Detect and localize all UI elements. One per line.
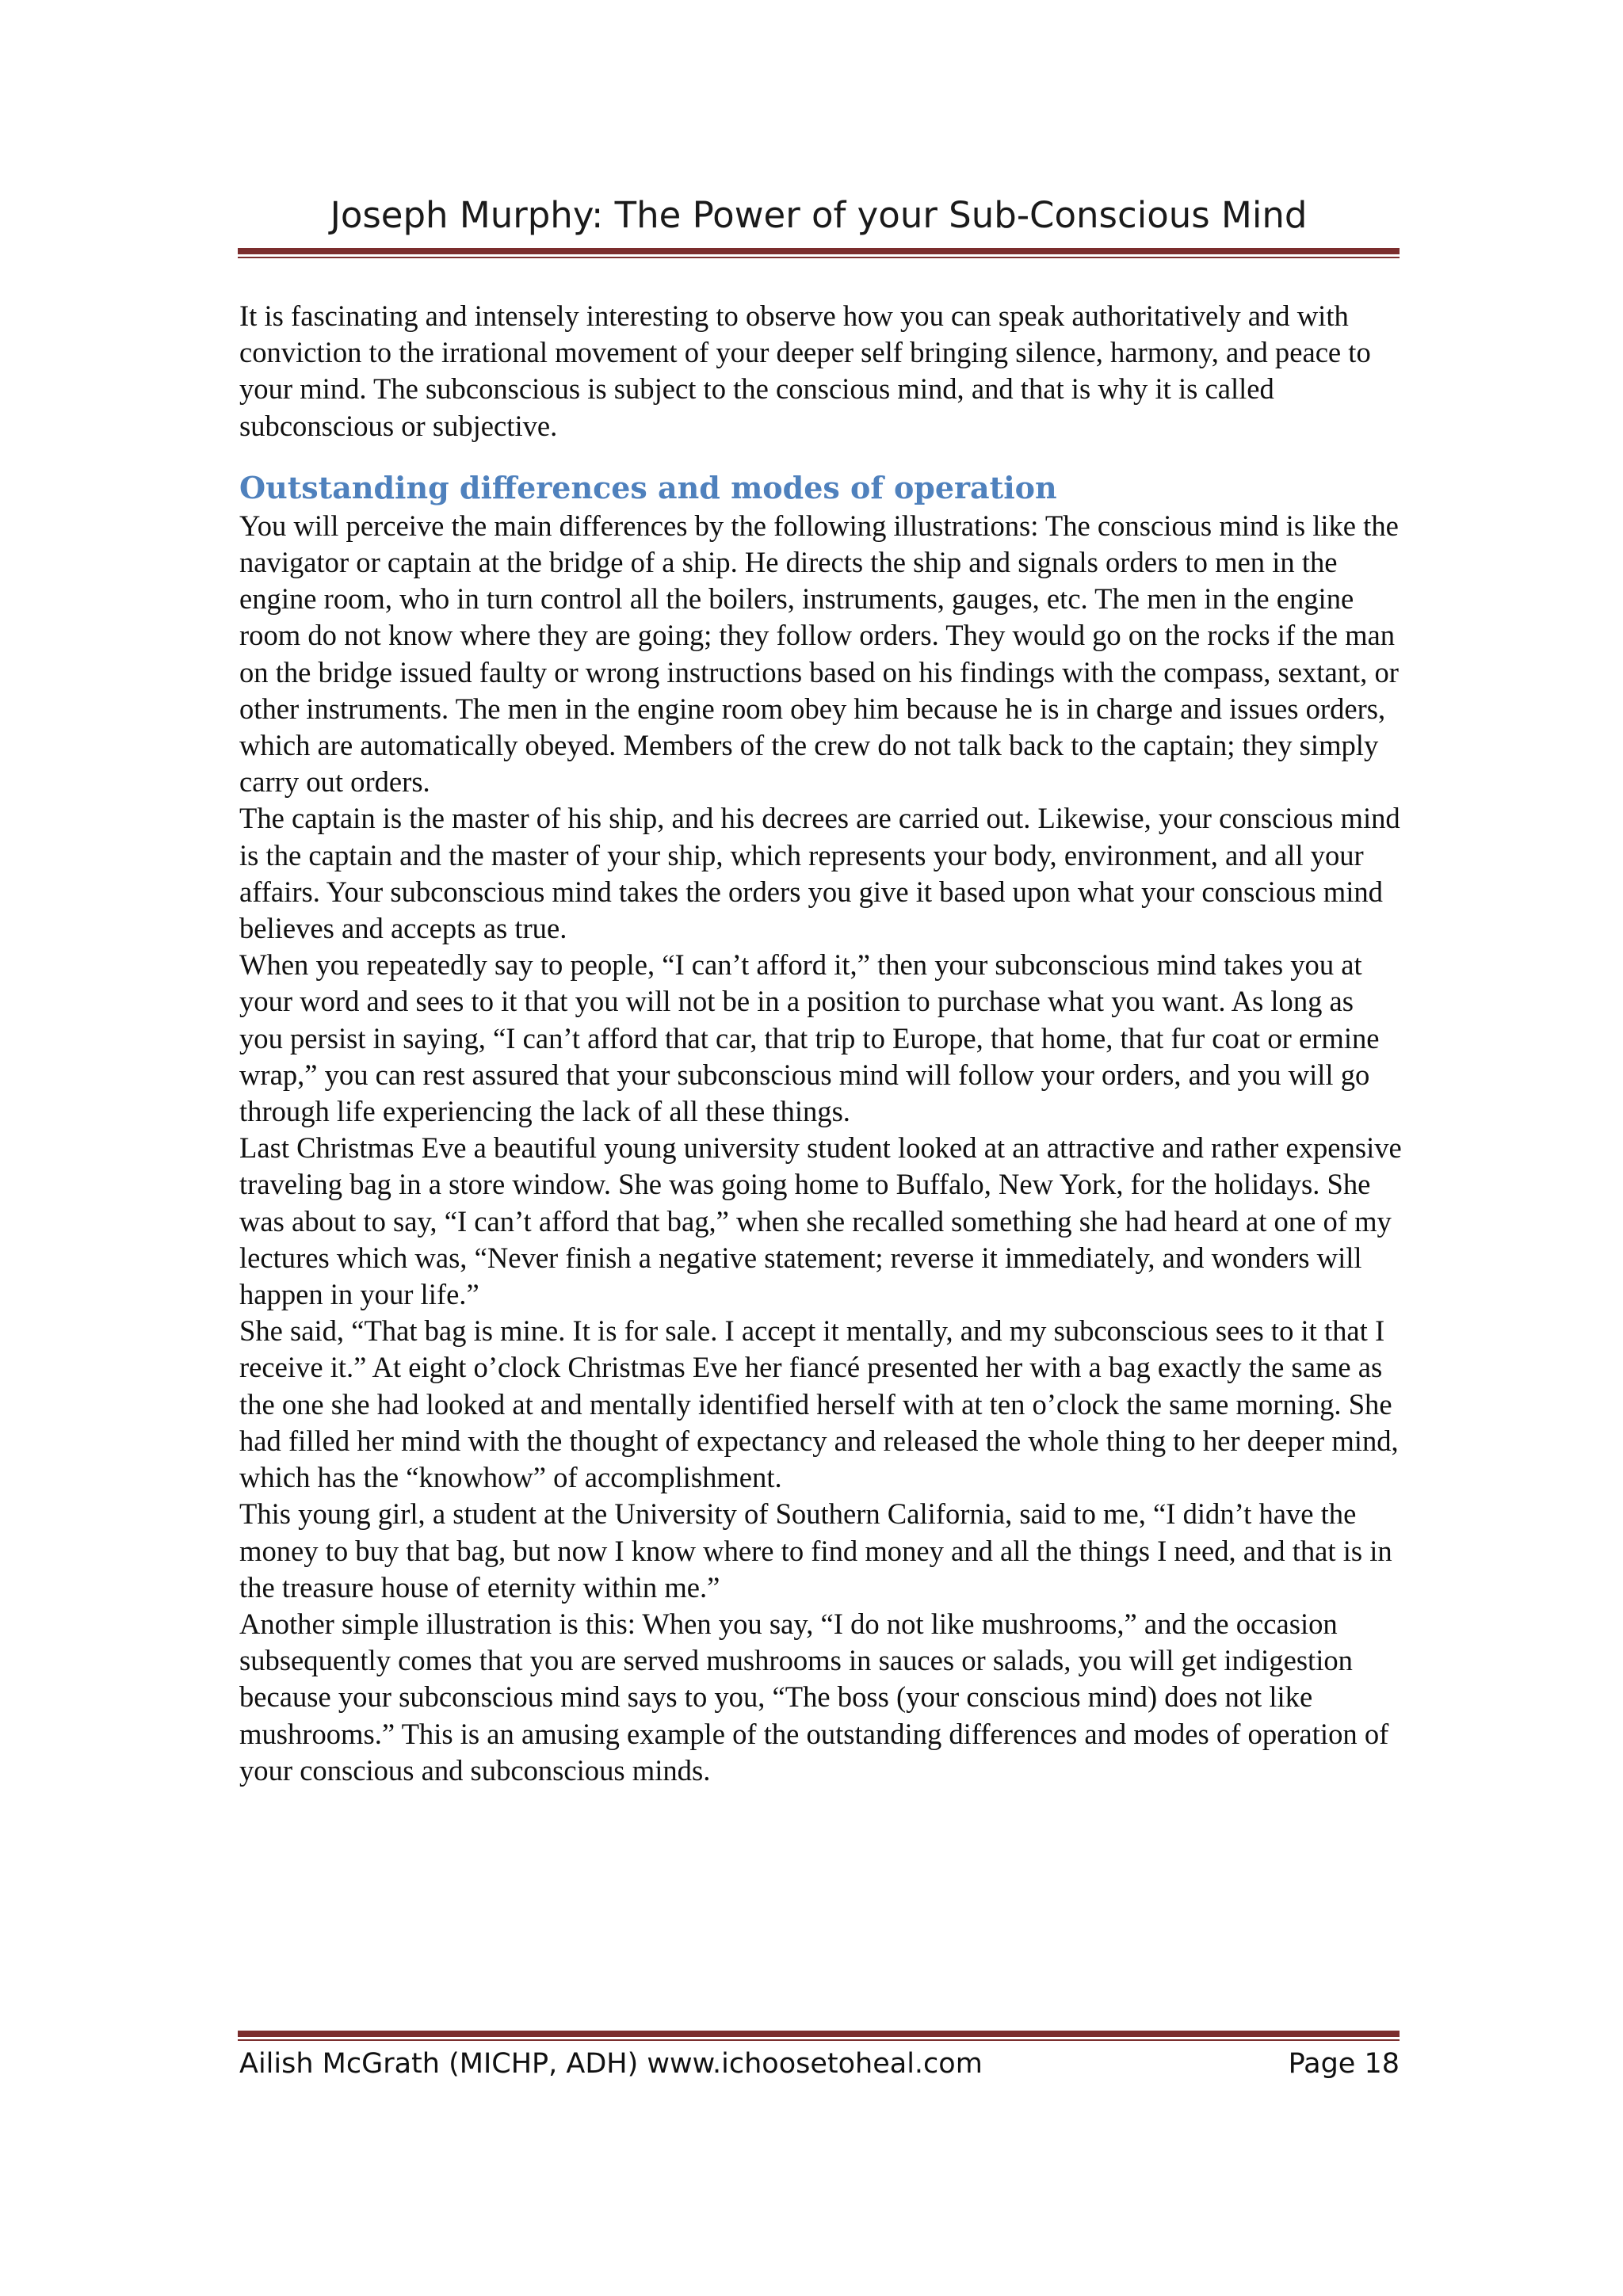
page-body: [239, 298, 1404, 1789]
body-paragraph: When you repeatedly say to people, “I can’t afford it,” then your subconscious mind takes you at your word and sees to it that you will not be in a position to purchase what you want. As long as you persist in saying, “I can’t afford that car, that trip to Europe, that home, that fur coat or ermine wrap,” you can rest assured that your subconscious mind will follow your orders, and you will go through life experiencing the lack of all these things.: [239, 948, 1380, 1128]
body-paragraph: Last Christmas Eve a beautiful young university student looked at an attractive and rather expensive traveling bag in a store window. She was going home to Buffalo, New York, for the holidays. She was about to say, “I can’t afford that bag,” when she recalled something she had heard at one of my lectures which was, “Never finish a negative statement; reverse it immediately, and wonders will happen in your life.”: [239, 1131, 1402, 1311]
footer-rule-thick: [238, 2031, 1400, 2037]
page-number: Page 18: [1288, 2048, 1400, 2080]
body-paragraph: This young girl, a student at the University of Southern California, said to me, “I didn’t have the money to buy that bag, but now I know where to find money and all the things I need, and that is in the treasure house of eternity within me.”: [239, 1497, 1392, 1604]
footer-rule: [238, 2031, 1400, 2041]
running-header: Joseph Murphy: The Power of your Sub-Conscious Mind: [330, 194, 1308, 236]
header-rule-thin: [238, 257, 1400, 258]
body-paragraph: You will perceive the main differences by the following illustrations: The conscious mind is like the navigator or captain at the bridge of a ship. He directs the ship and signals orders to men in the engine room, who in turn control all the boilers, instruments, gauges, etc. The men in the engine room do not know where they are going; they follow orders. They would go on the rocks if the man on the bridge issued faulty or wrong instructions based on his findings with the compass, sextant, or other instruments. The men in the engine room obey him because he is in charge and issues orders, which are automatically obeyed. Members of the crew do not talk back to the captain; they simply carry out orders.: [239, 509, 1399, 799]
footer-author: Ailish McGrath (MICHP, ADH) www.ichoosetoheal.com: [239, 2048, 983, 2080]
body-paragraph: Another simple illustration is this: When you say, “I do not like mushrooms,” and the occasion subsequently comes that you are served mushrooms in sauces or salads, you will get indigestion because your subconscious mind says to you, “The boss (your conscious mind) does not like mushrooms.” This is an amusing example of the outstanding differences and modes of operation of your conscious and subconscious minds.: [239, 1607, 1389, 1787]
section-heading: Outstanding differences and modes of operation: [239, 469, 1057, 505]
intro-paragraph: It is fascinating and intensely interesting to observe how you can speak authoritatively and with conviction to the irrational movement of your deeper self bringing silence, harmony, and peace to your mind. The subconscious is subject to the conscious mind, and that is why it is called subconscious or subjective.: [239, 299, 1371, 442]
body-paragraph: The captain is the master of his ship, and his decrees are carried out. Likewise, your conscious mind is the captain and the master of your ship, which represents your body, environment, and all your affairs. Your subconscious mind takes the orders you give it based upon what your conscious mind believes and accepts as true.: [239, 802, 1400, 945]
footer-rule-thin: [238, 2039, 1400, 2041]
header-rule-thick: [238, 248, 1400, 254]
header-rule: [238, 248, 1400, 258]
body-paragraph: She said, “That bag is mine. It is for sale. I accept it mentally, and my subconscious sees to it that I receive it.” At eight o’clock Christmas Eve her fiancé presented her with a bag exactly the same as the one she had looked at and mentally identified herself with at ten o’clock the same morning. She had filled her mind with the thought of expectancy and released the whole thing to her deeper mind, which has the “knowhow” of accomplishment.: [239, 1314, 1399, 1494]
